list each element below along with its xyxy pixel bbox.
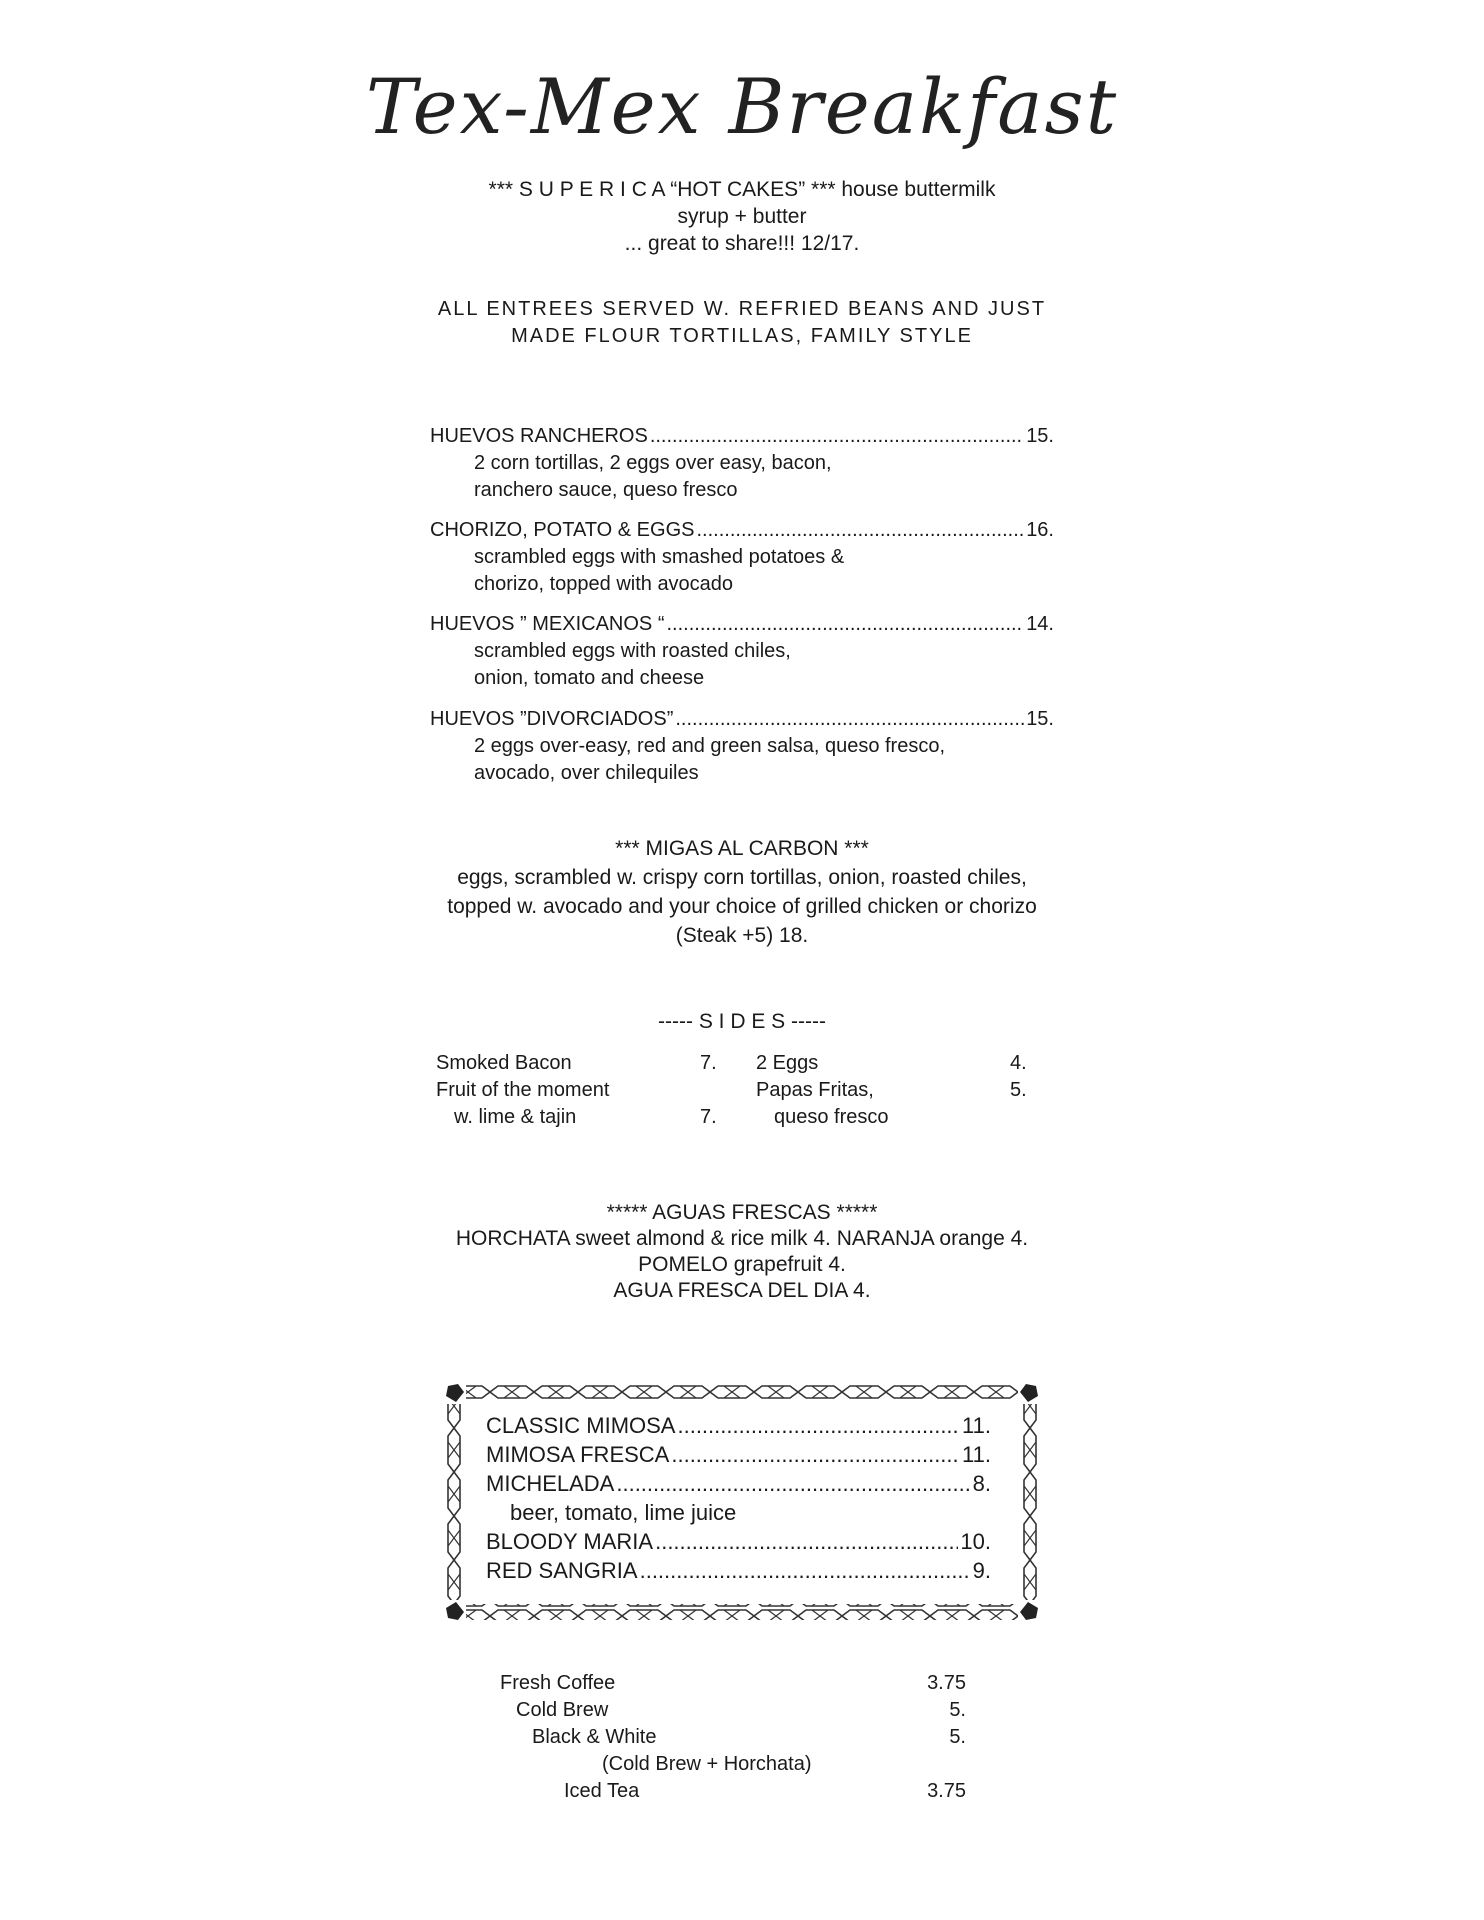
entree-desc: avocado, over chilequiles [474,762,699,784]
side-name: 2 Eggs [756,1052,819,1074]
sides-table [436,1050,1046,1131]
cocktail-item [486,1469,991,1498]
entree-name: HUEVOS ”DIVORCIADOS” [430,708,674,730]
entree-name: HUEVOS ” MEXICANOS “ [430,613,665,635]
side-name: queso fresco [774,1106,889,1128]
aguas-heading: ***** AGUAS FRESCAS ***** [606,1201,878,1224]
cocktail-price: 9. [972,1558,991,1583]
cocktail-price: 8. [972,1471,991,1496]
cocktail-item [486,1440,991,1469]
dot-leader [655,1527,958,1556]
menu-title: Tex-Mex Breakfast [365,62,1119,151]
entree-price: 15. [1026,708,1054,730]
cocktail-name: CLASSIC MIMOSA [486,1413,676,1438]
cocktail-name: RED SANGRIA [486,1558,638,1583]
cocktail-name: BLOODY MARIA [486,1529,654,1554]
aguas-line2: POMELO grapefruit 4. [638,1253,846,1276]
entree-desc: chorizo, topped with avocado [474,573,734,595]
entree-name: HUEVOS RANCHEROS [430,425,648,447]
cocktail-item [486,1411,991,1440]
side-name: Fruit of the moment [436,1079,610,1101]
dot-leader [616,1469,970,1498]
coffee-name: Iced Tea [564,1780,640,1802]
cocktail-name: MICHELADA [486,1471,615,1496]
entrees-note [400,296,1084,350]
cocktail-price: 11. [962,1442,991,1467]
dot-leader [666,611,1024,638]
dot-leader [675,706,1024,733]
coffee-price: 5. [949,1726,966,1748]
coffee-row [500,1778,980,1805]
coffee-name: Black & White [532,1726,657,1748]
entrees-note-line1: ALL ENTREES SERVED W. REFRIED BEANS AND JUST [437,298,1047,320]
side-name: Smoked Bacon [436,1052,572,1074]
hotcakes-line3: ... great to share!!! 12/17. [624,232,860,255]
entree-desc: scrambled eggs with smashed potatoes & [474,546,845,568]
coffee-name: Cold Brew [516,1699,609,1721]
entree-huevos-divorciados [430,706,1054,787]
cocktail-item [486,1527,991,1556]
entree-name: CHORIZO, POTATO & EGGS [430,519,695,541]
cocktails-list [486,1411,991,1585]
migas-line2: topped w. avocado and your choice of grilled chicken or chorizo [447,895,1037,918]
migas-line3: (Steak +5) 18. [675,924,809,947]
entree-desc: scrambled eggs with roasted chiles, [474,640,791,662]
cocktail-price: 11. [962,1413,991,1438]
sides-row [436,1104,1046,1131]
side-name: Papas Fritas, [756,1079,874,1101]
migas-heading: *** MIGAS AL CARBON *** [615,837,869,860]
entrees-note-line2: MADE FLOUR TORTILLAS, FAMILY STYLE [511,325,973,347]
coffee-row [500,1670,980,1697]
side-name: w. lime & tajin [454,1106,577,1128]
cocktail-item [486,1556,991,1585]
dot-leader [640,1556,971,1585]
entree-price: 15. [1026,425,1054,447]
dot-leader [696,517,1024,544]
entree-huevos-rancheros [430,423,1054,504]
migas-section [400,834,1084,950]
dot-leader [671,1440,960,1469]
sides-heading: ----- S I D E S ----- [658,1010,826,1033]
entree-huevos-mexicanos [430,611,1054,692]
cocktail-price: 10. [960,1529,991,1554]
hotcakes-section [400,176,1084,257]
coffee-row [500,1724,980,1751]
hotcakes-line2: syrup + butter [677,205,807,228]
cocktail-name: MIMOSA FRESCA [486,1442,670,1467]
coffee-list [500,1670,980,1805]
coffee-price: 3.75 [927,1672,966,1694]
entree-desc: ranchero sauce, queso fresco [474,479,738,501]
aguas-line3: AGUA FRESCA DEL DIA 4. [613,1279,871,1302]
side-price: 7. [700,1052,717,1074]
dot-leader [650,423,1024,450]
migas-line1: eggs, scrambled w. crispy corn tortillas, onion, roasted chiles, [457,866,1027,889]
entree-desc: 2 corn tortillas, 2 eggs over easy, bacon, [474,452,832,474]
coffee-row [500,1751,980,1778]
hotcakes-line1: *** S U P E R I C A “HOT CAKES” *** house buttermilk [488,178,996,201]
side-price: 7. [700,1106,717,1128]
sides-row [436,1050,1046,1077]
entree-desc: 2 eggs over-easy, red and green salsa, queso fresco, [474,735,946,757]
side-price: 5. [1010,1079,1027,1101]
coffee-name: (Cold Brew + Horchata) [602,1753,812,1775]
coffee-price: 5. [949,1699,966,1721]
coffee-price: 3.75 [927,1780,966,1802]
entree-chorizo-potato-eggs [430,517,1054,598]
coffee-name: Fresh Coffee [500,1672,616,1694]
aguas-section [400,1200,1084,1304]
side-price: 4. [1010,1052,1027,1074]
sides-row [436,1077,1046,1104]
coffee-row [500,1697,980,1724]
aguas-line1: HORCHATA sweet almond & rice milk 4. NARANJA orange 4. [455,1227,1029,1250]
entree-price: 16. [1026,519,1054,541]
cocktail-desc: beer, tomato, lime juice [510,1500,737,1525]
entree-desc: onion, tomato and cheese [474,667,705,689]
dot-leader [677,1411,960,1440]
entree-price: 14. [1026,613,1054,635]
